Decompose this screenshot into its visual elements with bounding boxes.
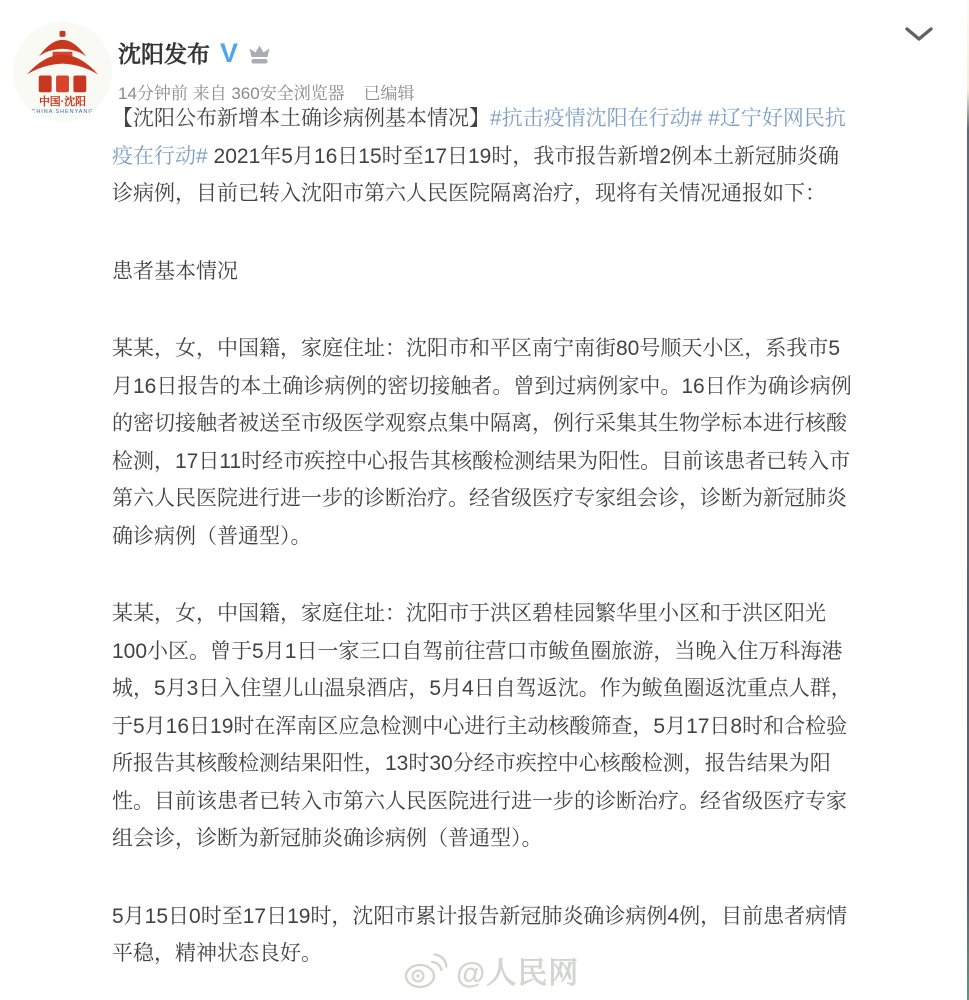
time-source-label: 14分钟前 来自 360安全浏览器 <box>118 84 345 103</box>
intro-paragraph <box>112 100 858 213</box>
chevron-down-icon[interactable] <box>903 24 935 44</box>
member-crown-icon <box>248 44 271 65</box>
avatar-text-cn: 中国·沈阳 <box>38 96 87 109</box>
patient2-paragraph: 某某，女，中国籍，家庭住址：沈阳市于洪区碧桂园繁华里小区和于洪区阳光100小区。曾于5月1日一家三口自驾前往营口市鲅鱼圈旅游，当晚入住万科海港城，5月3日入住望儿山温泉酒店，5月4日自驾返沈。作为鲅鱼圈返沈重点人群，于5月16日19时在浑南区应急检测中心进行主动核酸筛查，5月17日8时和合检验所报告其核酸检测结果阳性，13时30分经市疾控中心核酸检测，报告结果为阳性。目前该患者已转入市第六人民医院进行进一步的诊断治疗。经省级医疗专家组会诊，诊断为新冠肺炎确诊病例（普通型）。 <box>112 602 852 850</box>
watermark-text: @人民网 <box>456 957 580 990</box>
verified-badge-icon: V <box>220 37 239 68</box>
hashtag-link[interactable]: #辽宁好网民抗疫在行动# <box>112 107 846 168</box>
section-heading: 患者基本情况 <box>112 259 238 283</box>
author-row <box>118 36 271 68</box>
edited-label: 已编辑 <box>363 84 415 103</box>
shenyang-logo-icon <box>13 22 112 121</box>
author-name[interactable]: 沈阳发布 <box>118 40 210 67</box>
patient1-paragraph: 某某，女，中国籍，家庭住址：沈阳市和平区南宁南街80号顺天小区，系我市5月16日报告的本土确诊病例的密切接触者。曾到过病例家中。16日作为确诊病例的密切接触者被送至市级医学观察点集中隔离，例行采集其生物学标本进行核酸检测，17日11时经市疾控中心报告其核酸检测结果为阳性。目前该患者已转入市第六人民医院进行进一步的诊断治疗。经省级医疗专家组会诊，诊断为新冠肺炎确诊病例（普通型）。 <box>112 337 852 548</box>
avatar-text-en: CHINA SHENYANG <box>31 109 94 116</box>
hashtag-link[interactable]: #抗击疫情沈阳在行动# <box>490 107 703 130</box>
post-content <box>112 100 858 973</box>
summary-paragraph: 5月15日0时至17日19时，沈阳市累计报告新冠肺炎确诊病例4例，目前患者病情平稳，精神状态良好。 <box>112 904 848 965</box>
post-title: 【沈阳公布新增本土确诊病例基本情况】 <box>112 107 490 130</box>
intro-text: 2021年5月16日15时至17日19时，我市报告新增2例本土新冠肺炎确诊病例，目前已转入沈阳市第六人民医院隔离治疗，现将有关情况通报如下： <box>112 144 840 205</box>
avatar[interactable] <box>13 22 112 121</box>
